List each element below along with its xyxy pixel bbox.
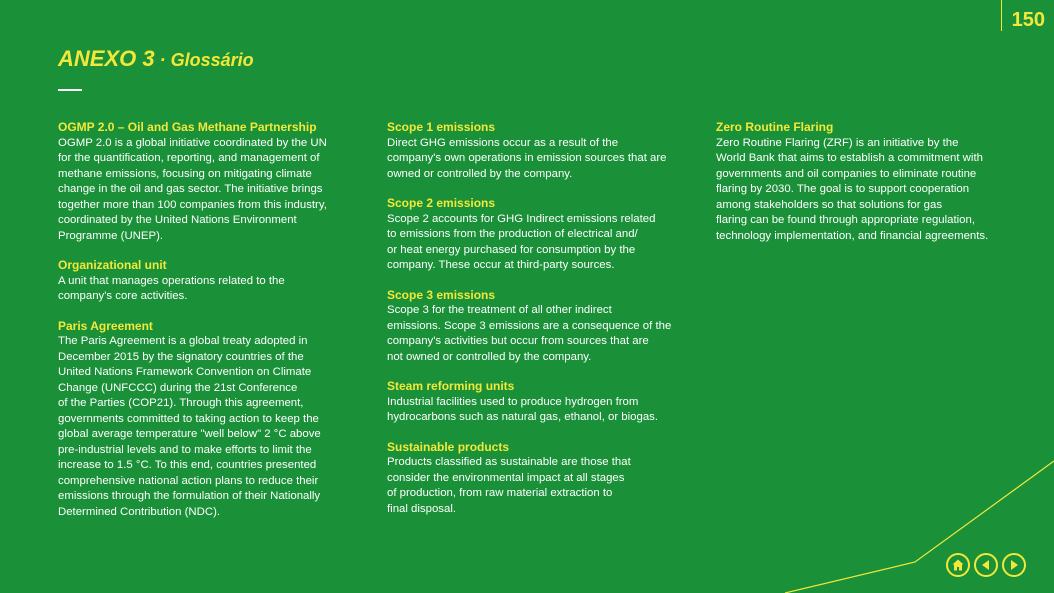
glossary-entry: [387, 379, 677, 426]
glossary-term: Scope 1 emissions: [387, 120, 496, 134]
glossary-entry: [58, 258, 348, 305]
page-title: [58, 46, 254, 72]
glossary-term: Organizational unit: [58, 258, 167, 272]
glossary-column-3: [716, 120, 1006, 258]
glossary-definition: OGMP 2.0 is a global initiative coordinated by the UN for the quantification, reporting, and management of methane emissions, focusing on mitigating climate change in the oil and gas sector. The initiative brings together more than 100 companies from this industry, coordinated by the United Nations Environment Programme (UNEP).: [58, 136, 327, 242]
glossary-column-1: [58, 120, 348, 534]
glossary-column-2: [387, 120, 677, 531]
page-number-divider: [1001, 0, 1002, 31]
next-page-button[interactable]: [1002, 553, 1026, 577]
page-navigation: [946, 553, 1026, 577]
glossary-entry: [387, 196, 677, 274]
glossary-term: Scope 2 emissions: [387, 196, 496, 210]
glossary-definition: Direct GHG emissions occur as a result of the company's own operations in emission sources that are owned or controlled by the company.: [387, 136, 667, 180]
glossary-term: Scope 3 emissions: [387, 287, 496, 302]
glossary-term: OGMP 2.0 – Oil and Gas Methane Partnership: [58, 120, 317, 134]
glossary-term: Steam reforming units: [387, 379, 515, 393]
glossary-definition: Products classified as sustainable are those that consider the environmental impact at all stages of production, from raw material extraction to final disposal.: [387, 456, 631, 515]
glossary-definition: Industrial facilities used to produce hydrogen from hydrocarbons such as natural gas, ethanol, or biogas.: [387, 395, 659, 423]
glossary-term: Paris Agreement: [58, 318, 153, 333]
glossary-definition: Scope 2 accounts for GHG Indirect emissions related to emissions from the production of electrical and/ or heat energy purchased for consumption by the company. These occur at third-party sources.: [387, 212, 656, 271]
title-main: ANEXO 3: [58, 46, 155, 71]
glossary-entry: [387, 440, 677, 518]
previous-page-button[interactable]: [974, 553, 998, 577]
glossary-term: Zero Routine Flaring: [716, 120, 834, 134]
glossary-entry: [58, 120, 348, 244]
glossary-term: Sustainable products: [387, 439, 510, 454]
glossary-entry: [716, 120, 1006, 244]
arrow-right-icon: [1007, 558, 1021, 572]
glossary-definition: The Paris Agreement is a global treaty adopted in December 2015 by the signatory countries of the United Nations Framework Convention on Climate Change (UNFCCC) during the 21st Conference of the Parties (COP21). Through this agreement, governments committed to taking action to keep the global average temperature "well below" 2 °C above pre-industrial levels and to make efforts to limit the increase to 1.5 °C. To this end, countries presented comprehensive national action plans to reduce their emissions through the formulation of their Nationally Determined Contribution (NDC).: [58, 335, 321, 518]
arrow-left-icon: [979, 558, 993, 572]
title-sub: Glossário: [170, 50, 254, 70]
glossary-definition: Zero Routine Flaring (ZRF) is an initiative by the World Bank that aims to establish a commitment with governments and oil companies to eliminate routine flaring by 2030. The goal is to support cooperation among stakeholders so that solutions for gas flaring can be found through appropriate regulation, technology implementation, and financial agreements.: [716, 136, 989, 242]
page-number: 150: [1011, 9, 1045, 31]
glossary-definition: A unit that manages operations related to the company's core activities.: [58, 274, 285, 302]
glossary-entry: [387, 120, 677, 182]
glossary-definition: Scope 3 for the treatment of all other indirect emissions. Scope 3 emissions are a consequence of the company's activities but occur from sources that are not owned or controlled by the company.: [387, 304, 672, 363]
home-button[interactable]: [946, 553, 970, 577]
glossary-entry: [387, 288, 677, 366]
title-separator: ·: [154, 50, 171, 70]
title-underline: [58, 89, 82, 91]
glossary-entry: [58, 319, 348, 521]
home-icon: [951, 558, 965, 572]
